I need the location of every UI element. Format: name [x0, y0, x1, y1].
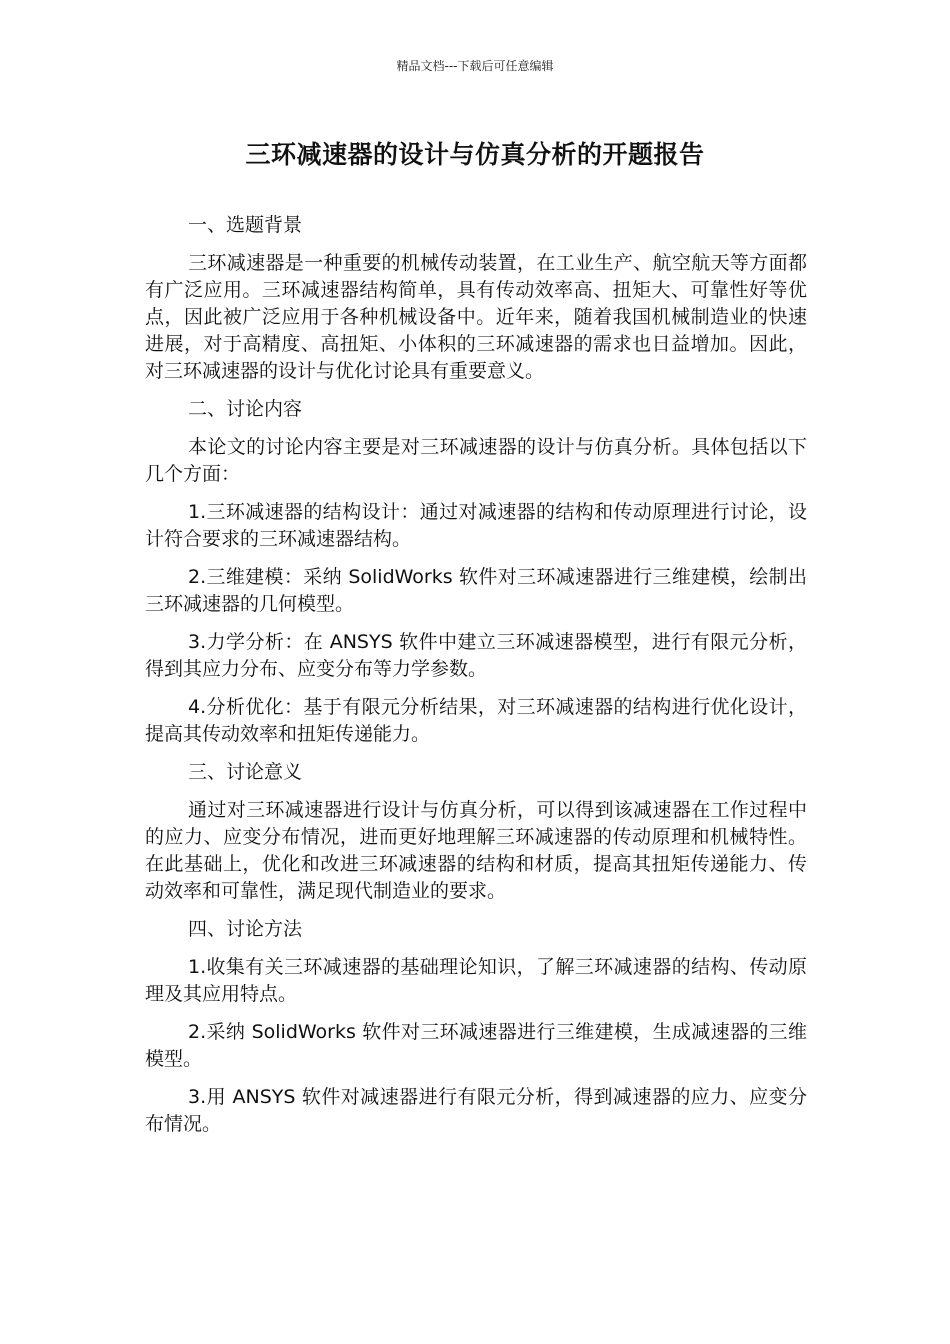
section-heading-content: 二、讨论内容 — [188, 398, 303, 420]
document-body — [145, 212, 807, 1149]
paragraph: 通过对三环减速器进行设计与仿真分析，可以得到该减速器在工作过程中的应力、应变分布情况，进而更好地理解三环减速器的传动原理和机械特性。在此基础上，优化和改进三环减速器的结构和材质，提高其扭矩传递能力、传动效率和可靠性，满足现代制造业的要求。 — [145, 799, 807, 902]
paragraph: 本论文的讨论内容主要是对三环减速器的设计与仿真分析。具体包括以下几个方面： — [145, 436, 807, 485]
list-item: 1.收集有关三环减速器的基础理论知识，了解三环减速器的结构、传动原理及其应用特点。 — [145, 956, 807, 1005]
list-item: 4.分析优化：基于有限元分析结果，对三环减速器的结构进行优化设计，提高其传动效率和扭矩传递能力。 — [145, 696, 807, 745]
list-item: 3.力学分析：在 ANSYS 软件中建立三环减速器模型，进行有限元分析，得到其应力分布、应变分布等力学参数。 — [145, 631, 807, 680]
list-item: 2.三维建模：采纳 SolidWorks 软件对三环减速器进行三维建模，绘制出三环减速器的几何模型。 — [145, 566, 807, 615]
section-heading-background: 一、选题背景 — [188, 214, 303, 236]
paragraph: 三环减速器是一种重要的机械传动装置，在工业生产、航空航天等方面都有广泛应用。三环减速器结构简单，具有传动效率高、扭矩大、可靠性好等优点，因此被广泛应用于各种机械设备中。近年来，随着我国机械制造业的快速进展，对于高精度、高扭矩、小体积的三环减速器的需求也日益增加。因此，对三环减速器的设计与优化讨论具有重要意义。 — [145, 252, 807, 382]
page-header: 精品文档---下载后可任意编辑 — [396, 59, 554, 73]
list-item: 2.采纳 SolidWorks 软件对三环减速器进行三维建模，生成减速器的三维模型。 — [145, 1021, 807, 1070]
document-title: 三环减速器的设计与仿真分析的开题报告 — [245, 140, 705, 169]
list-item: 3.用 ANSYS 软件对减速器进行有限元分析，得到减速器的应力、应变分布情况。 — [145, 1086, 807, 1135]
section-heading-methods: 四、讨论方法 — [188, 918, 303, 940]
list-item: 1.三环减速器的结构设计：通过对减速器的结构和传动原理进行讨论，设计符合要求的三环减速器结构。 — [145, 501, 807, 550]
section-heading-significance: 三、讨论意义 — [188, 761, 303, 783]
